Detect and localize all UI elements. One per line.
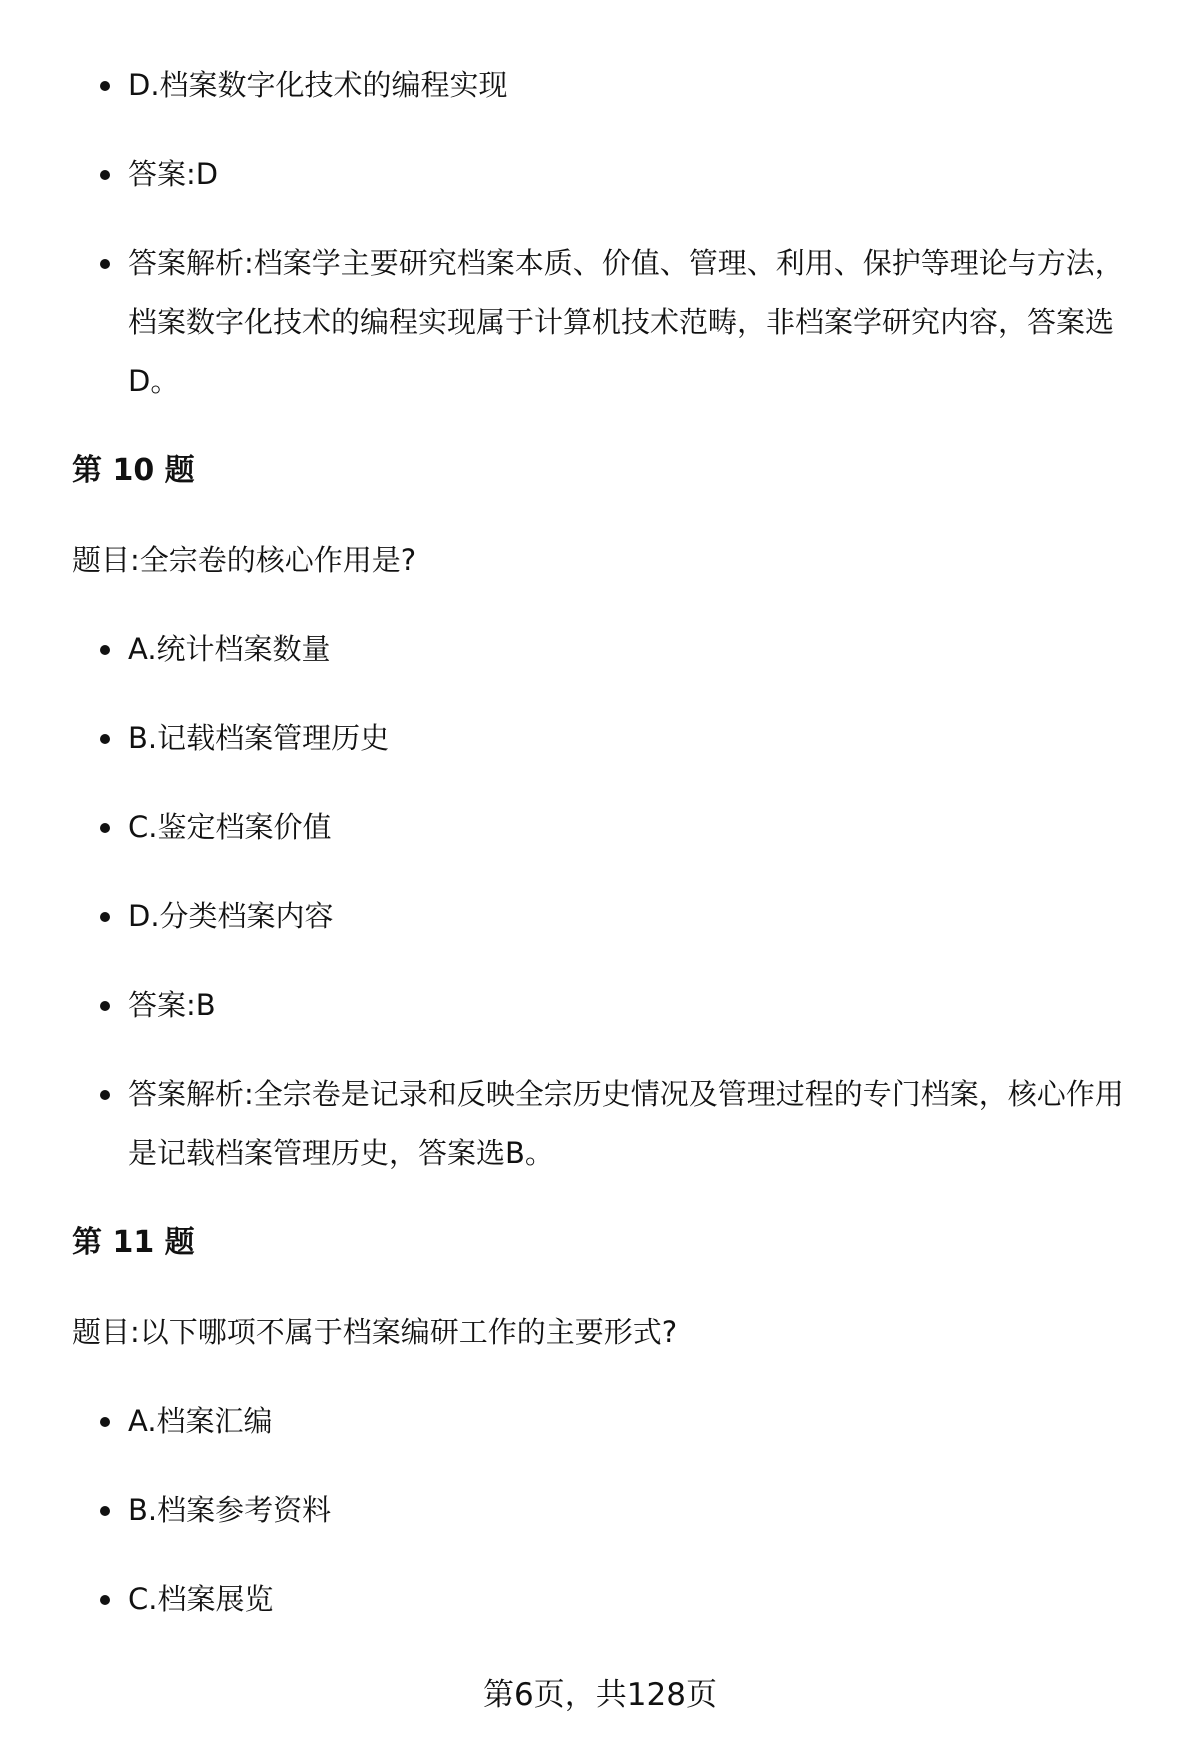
bullet-icon [100, 1506, 110, 1516]
question-11-heading: 第 11 题 [72, 1225, 195, 1260]
option-text: C.鉴定档案价值 [128, 810, 332, 844]
option-text: D.分类档案内容 [128, 899, 334, 933]
answer-explanation [72, 234, 1152, 411]
bullet-icon [100, 170, 110, 180]
bullet-icon [100, 1001, 110, 1011]
question-11-options [72, 1392, 1152, 1629]
question-10-heading: 第 10 题 [72, 453, 195, 488]
option-text: D.档案数字化技术的编程实现 [128, 68, 508, 102]
option-a [72, 1392, 1152, 1451]
option-text: B.档案参考资料 [128, 1493, 332, 1527]
bullet-icon [100, 1595, 110, 1605]
prev-question-list [72, 56, 1152, 411]
bullet-icon [100, 1417, 110, 1427]
option-b [72, 709, 1152, 768]
bullet-icon [100, 645, 110, 655]
answer-explanation [72, 1065, 1152, 1183]
answer-text: 答案:D [128, 157, 219, 191]
answer [72, 145, 1152, 204]
option-b [72, 1481, 1152, 1540]
option-a [72, 620, 1152, 679]
option-text: A.统计档案数量 [128, 632, 331, 666]
question-10-options [72, 620, 1152, 1183]
bullet-icon [100, 81, 110, 91]
bullet-icon [100, 823, 110, 833]
answer [72, 976, 1152, 1035]
option-d [72, 56, 1152, 115]
page-number-footer: 第6页，共128页 [483, 1677, 717, 1713]
option-c [72, 798, 1152, 857]
bullet-icon [100, 734, 110, 744]
explanation-text: 答案解析:全宗卷是记录和反映全宗历史情况及管理过程的专门档案，核心作用是记载档案管理历史，答案选B。 [128, 1077, 1124, 1170]
bullet-icon [100, 1090, 110, 1100]
question-11-text: 题目:以下哪项不属于档案编研工作的主要形式? [72, 1315, 678, 1349]
answer-text: 答案:B [128, 988, 216, 1022]
option-text: B.记载档案管理历史 [128, 721, 390, 755]
option-text: C.档案展览 [128, 1582, 274, 1616]
page-content [72, 56, 1152, 1659]
bullet-icon [100, 912, 110, 922]
option-text: A.档案汇编 [128, 1404, 273, 1438]
explanation-text: 答案解析:档案学主要研究档案本质、价值、管理、利用、保护等理论与方法，档案数字化技术的编程实现属于计算机技术范畴，非档案学研究内容，答案选D。 [128, 246, 1124, 398]
option-c [72, 1570, 1152, 1629]
option-d [72, 887, 1152, 946]
bullet-icon [100, 259, 110, 269]
question-10-text: 题目:全宗卷的核心作用是? [72, 543, 417, 577]
